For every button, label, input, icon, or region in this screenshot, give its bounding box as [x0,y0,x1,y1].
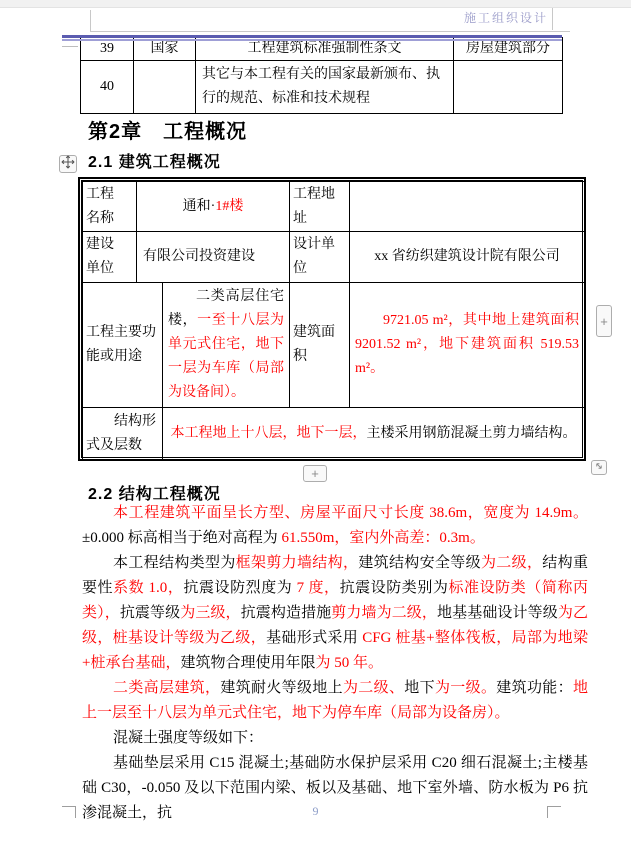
value-designer: xx 省纺织建筑设计院有限公司 [350,232,585,283]
label-area: 建筑面积 [290,283,350,408]
running-header-title: 施工组织设计 [463,11,548,25]
paragraph-plan-dimensions: 本工程建筑平面呈长方型、房屋平面尺寸长度 38.6m，宽度为 14.9m。±0.000 标高相当于绝对高程为 61.550m，室内外高差：0.3m。 [82,505,588,546]
table-row [81,61,563,114]
table-row [83,232,585,283]
paragraph-concrete-grades-detail: 基础垫层采用 C15 混凝土;基础防水保护层采用 C20 细石混凝土;主楼基础 C30，-0.050 及以下范围内梁、板以及基础、地下室外墙、防水板为 P6 抗渗混凝土，抗 [82,755,588,821]
paragraph-structure-type: 本工程结构类型为框架剪力墙结构，建筑结构安全等级为二级，结构重要性系数 1.0，抗震设防烈度为 7 度，抗震设防类别为标准设防类（简称丙类），抗震等级为三级，抗震构造措施剪力墙为二级，地基基础设计等级为乙级，桩基设计等级为乙级，基础形式采用 CFG 桩基+整体筏板，局部为地梁+桩承台基础，建筑物合理使用年限为 50 年。 [82,555,588,671]
standards-row-part: 房屋建筑部分 [454,38,563,61]
insert-column-button[interactable] [596,305,612,337]
standards-table [80,37,563,114]
page-top-gap [0,0,631,8]
chapter-heading: 第2章 工程概况 [88,121,248,143]
header-rule [90,31,570,32]
standards-row-level: 国家 [134,38,196,61]
page-number: 9 [312,804,319,818]
label-builder: 建设单位 [83,232,137,283]
diagonal-resize-icon [593,459,605,477]
label-project-name: 工程名称 [83,182,137,232]
header-right-boundary-mark [552,8,553,30]
standards-row-name: 工程建筑标准强制性条文 [196,38,454,61]
value-project-name: 通和·1#楼 [137,182,290,232]
table-row [83,408,585,460]
standards-row-level [134,61,196,114]
label-project-address: 工程地址 [290,182,350,232]
insert-row-button[interactable] [303,465,327,482]
table-move-handle[interactable] [59,155,77,173]
standards-row-name: 其它与本工程有关的国家最新颁布、执行的规范、标准和技术规程 [196,61,454,114]
label-function: 工程主要功能或用途 [83,283,163,408]
label-structure: 结构形式及层数 [83,408,163,460]
value-function: 二类高层住宅楼，一至十八层为单元式住宅，地下一层为车库（局部为设备间）。 [163,283,290,408]
table-break-accent-dark [62,35,562,38]
standards-row-no: 40 [81,61,134,114]
standards-row-no: 39 [81,38,134,61]
paragraph-fire-rating: 二类高层建筑，建筑耐火等级地上为二级、地下为一级。建筑功能：地上一层至十八层为单元式住宅，地下为停车库（局部为设备房）。 [82,680,588,721]
value-project-address [350,182,585,232]
value-area: 9721.05 m²，其中地上建筑面积9201.52 m²，地下建筑面积 519.53 m²。 [350,283,585,408]
project-overview-table [82,181,585,460]
move-cross-icon [61,155,75,174]
table-row [83,182,585,232]
body-text [82,501,588,826]
plus-icon: + [311,466,319,481]
section-heading-2-1: 2.1 建筑工程概况 [88,154,221,171]
project-overview-table-border [78,177,586,461]
value-structure: 本工程地上十八层，地下一层，主楼采用钢筋混凝土剪力墙结构。 [163,408,585,460]
value-builder: 有限公司投资建设 [137,232,290,283]
standards-row-part [454,61,563,114]
header-left-boundary-mark [90,10,91,31]
table-resize-handle[interactable] [591,460,607,475]
label-designer: 设计单位 [290,232,350,283]
paragraph-concrete-grades-intro: 混凝土强度等级如下： [113,730,264,746]
margin-tick [62,46,78,47]
table-row [83,283,585,408]
table-break-accent-light [62,39,562,41]
plus-icon: + [600,313,608,329]
section-heading-2-2: 2.2 结构工程概况 [88,486,221,503]
